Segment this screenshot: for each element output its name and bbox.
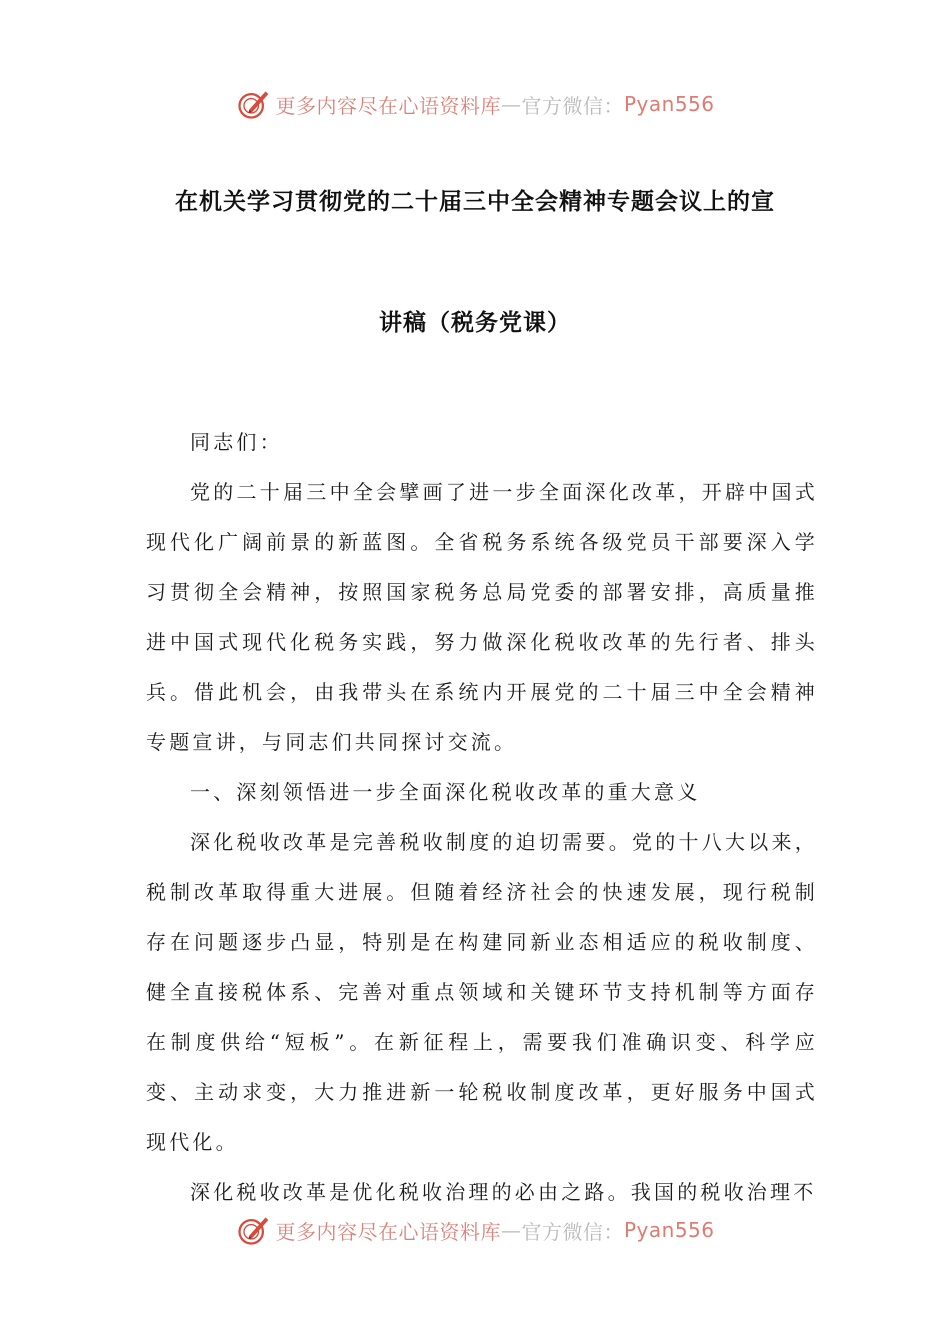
watermark-brand: 更多内容尽在心语资料库: [275, 1219, 501, 1244]
watermark-official: 官方微信：: [521, 93, 624, 118]
watermark-dash: —: [500, 1218, 522, 1242]
header-watermark: [0, 82, 950, 126]
body-paragraph: 党的二十届三中全会擘画了进一步全面深化改革，开辟中国式现代化广阔前景的新蓝图。全省税务系统各级党员干部要深入学习贯彻全会精神，按照国家税务总局党委的部署安排，高质量推进中国式现代化税务实践，努力做深化税收改革的先行者、排头兵。借此机会，由我带头在系统内开展党的二十届三中全会精神专题宣讲，与同志们共同探讨交流。: [146, 480, 818, 754]
watermark-official: 官方微信：: [521, 1219, 624, 1244]
body-paragraph: 深化税收改革是完善税收制度的迫切需要。党的十八大以来，税制改革取得重大进展。但随着经济社会的快速发展，现行税制存在问题逐步凸显，特别是在构建同新业态相适应的税收制度、健全直接税体系、完善对重点领域和关键环节支持机制等方面存在制度供给“短板”。在新征程上，需要我们准确识变、科学应变、主动求变，大力推进新一轮税收制度改革，更好服务中国式现代化。: [146, 830, 818, 1154]
document-title-line-1: 在机关学习贯彻党的二十届三中全会精神专题会议上的宣: [175, 189, 775, 215]
watermark-wechat-id: Pyan556: [623, 1218, 715, 1242]
pen-logo-icon: [235, 1212, 271, 1248]
pen-logo-icon: [235, 86, 271, 122]
document-body: [146, 417, 818, 1217]
watermark-dash: —: [500, 92, 522, 116]
footer-watermark: [0, 1208, 950, 1252]
document-title-line-2: 讲稿（税务党课）: [379, 310, 571, 336]
watermark-wechat-id: Pyan556: [623, 92, 715, 116]
watermark-brand: 更多内容尽在心语资料库: [275, 93, 501, 118]
section-heading: 一、深刻领悟进一步全面深化税收改革的重大意义: [190, 780, 701, 804]
salutation-paragraph: 同志们：: [190, 430, 283, 454]
body-paragraph: 深化税收改革是优化税收治理的必由之路。我国的税收治理不: [190, 1180, 817, 1204]
